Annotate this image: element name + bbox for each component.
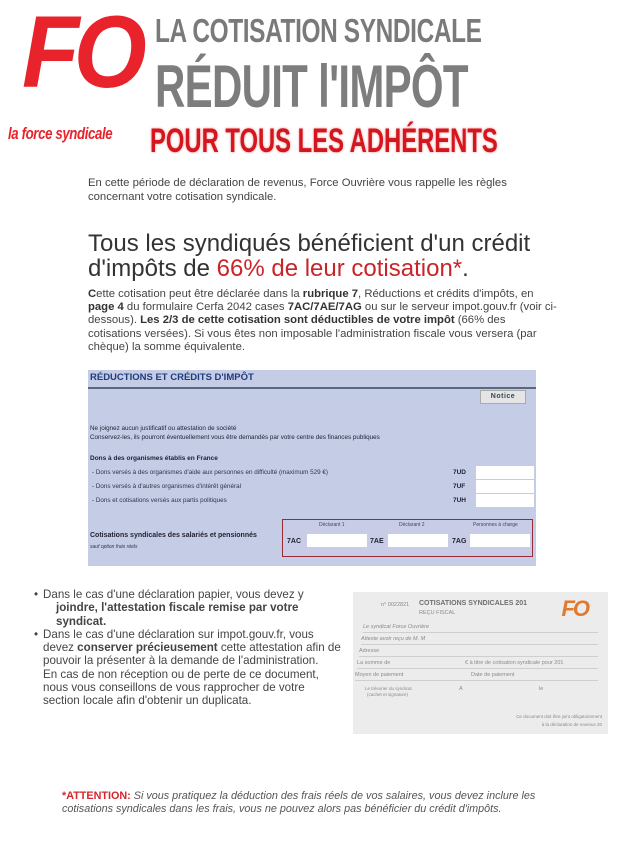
instruction-bold: joindre, l'attestation fiscale remise par votre syndicat. <box>56 601 299 628</box>
intro-text: En cette période de déclaration de revenus, Force Ouvrière vous rappelle les règles concernant votre cotisation syndicale. <box>88 177 507 203</box>
dons-section-title: Dons à des organismes établis en France <box>90 455 218 462</box>
dons-row-code: 7UD <box>453 469 467 476</box>
instructions-list <box>34 588 344 708</box>
tax-form-divider <box>88 387 536 389</box>
receipt-line: Moyen de paiement <box>355 672 404 678</box>
receipt-rule <box>361 644 598 645</box>
instruction-text: cette attestation afin de pouvoir la présenter à la demande de l'administration. <box>43 641 341 668</box>
dons-row-code: 7UF <box>453 483 466 490</box>
receipt-rule <box>363 632 598 633</box>
cotisations-label: Cotisations syndicales des salariés et pensionnés <box>90 532 257 539</box>
dons-row-label: - Dons versés à d'autres organismes d'intérêt général <box>92 483 242 490</box>
input-7ac[interactable] <box>307 534 367 547</box>
receipt-line: Date de paiement <box>471 672 515 678</box>
attention-label: *ATTENTION: <box>62 790 131 802</box>
receipt-line: Atteste avoir reçu de M. M <box>361 636 426 642</box>
instruction-text: Dans le cas d'une déclaration papier, vous devez y <box>43 588 304 601</box>
code-7ag: 7AG <box>452 538 467 545</box>
tax-form-note <box>90 425 380 442</box>
receipt-line: le <box>539 686 544 692</box>
receipt-rule <box>359 656 598 657</box>
code-7ac: 7AC <box>287 538 302 545</box>
heading-line-2: RÉDUIT l'IMPÔT <box>155 53 468 120</box>
headline-part2: . <box>462 255 469 282</box>
input-7uh[interactable] <box>476 494 534 507</box>
explanation-bold: rubrique 7 <box>302 288 359 300</box>
receipt-line: La somme de <box>357 660 391 666</box>
receipt-number: n° 0022821 <box>381 602 410 608</box>
cotisations-box <box>282 519 533 557</box>
explanation-text: ou sur le serveur impot.gouv.fr (voir ci-dessous). <box>88 301 557 327</box>
explanation-text: (66% des cotisations versées). Si vous êtes non imposable l'administration fiscale vous versera (par chèque) la somme équivalente. <box>88 314 537 353</box>
explanation-bold: 7AC/7AE/7AG <box>287 301 362 314</box>
receipt-rule <box>357 668 598 669</box>
heading-line-1: LA COTISATION SYNDICALE <box>155 12 482 49</box>
tax-form-title: RÉDUCTIONS ET CRÉDITS D'IMPÔT <box>90 372 254 383</box>
headline-part1: Tous les syndiqués bénéficient d'un crédit d'impôts de <box>88 230 531 282</box>
fo-logo-mark: FO <box>22 0 142 109</box>
input-7ae[interactable] <box>388 534 448 547</box>
explanation-paragraph <box>88 288 558 354</box>
receipt-line: € à titre de cotisation syndicale pour 201 <box>465 660 564 666</box>
explanation-bold: Les 2/3 de cette cotisation sont déductibles de votre impôt <box>140 314 455 327</box>
attention-note <box>62 790 562 817</box>
dons-row-7uf <box>92 480 532 494</box>
heading-line-3: POUR TOUS LES ADHÉRENTS <box>150 122 498 160</box>
receipt-line: A <box>459 686 463 692</box>
dons-row-7ud <box>92 466 532 480</box>
instruction-item-online <box>34 628 344 708</box>
receipt-line: Le trésorier du syndicat <box>365 686 412 691</box>
declarant-1-header: Déclarant 1 <box>319 522 345 528</box>
tax-form-panel <box>88 370 536 566</box>
dons-row-label: - Dons versés à des organismes d'aide aux personnes en difficulté (maximum 529 €) <box>92 469 328 476</box>
instruction-extra: En cas de non réception ou de perte de ce document, nous vous conseillons de vous rapprocher de votre section locale afin d'obtenir un duplicata. <box>43 667 319 708</box>
code-7ae: 7AE <box>370 538 384 545</box>
instruction-text: Dans le cas d'une déclaration sur impot.gouv.fr, vous devez <box>43 627 314 655</box>
declarant-2-header: Déclarant 2 <box>399 522 425 528</box>
input-7ud[interactable] <box>476 466 534 479</box>
input-7uf[interactable] <box>476 480 534 493</box>
tax-form-note-line: Ne joignez aucun justificatif ou attestation de société <box>90 425 237 432</box>
fo-logo <box>18 0 142 118</box>
headline <box>88 231 568 281</box>
explanation-text: , Réductions et crédits d'impôts, en <box>358 288 534 300</box>
explanation-dropcap: C <box>88 288 97 300</box>
receipt-line: Adresse <box>359 648 380 654</box>
input-7ag[interactable] <box>470 534 530 547</box>
receipt-rule <box>355 680 598 681</box>
instruction-item-paper <box>34 588 344 628</box>
bullet-icon: • <box>34 627 39 641</box>
explanation-text: ette cotisation peut être déclarée dans la <box>96 288 303 300</box>
explanation-text: du formulaire Cerfa 2042 cases <box>123 301 288 314</box>
bullet-icon: • <box>34 588 39 601</box>
personnes-a-charge-header: Personnes à charge <box>473 522 518 528</box>
receipt-footer: Ce document doit être joint obligatoirement <box>516 714 602 719</box>
tax-form-note-line: Conservez-les, ils pourront éventuellement vous être demandés par votre centre des finances publiques <box>90 433 380 441</box>
receipt-line: Le syndicat Force Ouvrière <box>363 624 430 630</box>
explanation-bold: page 4 <box>88 301 124 314</box>
dons-row-7uh <box>92 494 532 508</box>
fo-logo-tagline: la force syndicale <box>8 124 113 143</box>
notice-button[interactable]: Notice <box>480 390 526 404</box>
headline-highlight: 66% de leur cotisation* <box>216 255 463 282</box>
dons-row-code: 7UH <box>453 497 467 504</box>
receipt-line: (cachet et signature) <box>367 692 409 697</box>
receipt-subtitle: REÇU FISCAL <box>419 610 456 616</box>
cotisations-sublabel: sauf option frais réels <box>90 544 138 550</box>
receipt-footer: à la déclaration de revenus 20 <box>541 722 602 727</box>
receipt-title: COTISATIONS SYNDICALES 201 <box>419 600 528 607</box>
instruction-bold: conserver précieusement <box>77 641 218 655</box>
attention-text: Si vous pratiquez la déduction des frais réels de vos salaires, vous devez inclure les cotisations syndicales dans les frais, vous ne pouvez alors pas bénéficier du crédit d'impôts. <box>62 790 536 816</box>
receipt-fo-logo: FO <box>561 596 588 621</box>
receipt-image <box>353 592 608 734</box>
dons-row-label: - Dons et cotisations versés aux partis politiques <box>92 497 227 504</box>
